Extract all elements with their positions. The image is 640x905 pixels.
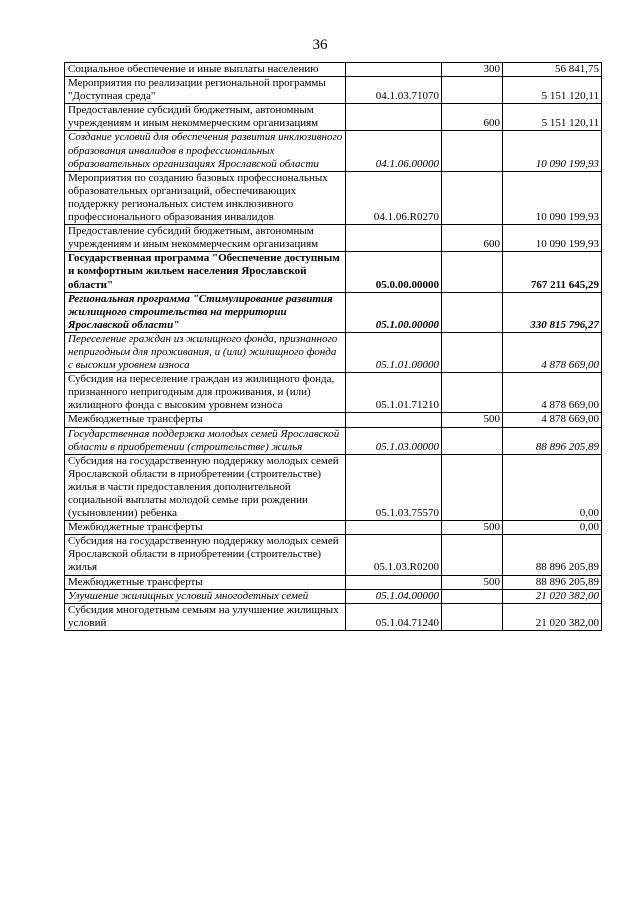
table-row	[65, 535, 602, 575]
cell-code: 05.1.00.00000	[346, 292, 442, 332]
cell-code: 05.1.01.00000	[346, 332, 442, 372]
table-row	[65, 63, 602, 77]
cell-expense-type	[442, 589, 503, 603]
cell-name: Субсидия многодетным семьям на улучшение жилищных условий	[65, 603, 346, 630]
cell-amount: 0,00	[503, 454, 602, 520]
cell-code: 05.1.01.71210	[346, 373, 442, 413]
cell-name: Мероприятия по реализации региональной программы "Доступная среда"	[65, 77, 346, 104]
cell-amount: 88 896 205,89	[503, 427, 602, 454]
cell-expense-type: 500	[442, 575, 503, 589]
cell-amount: 5 151 120,11	[503, 77, 602, 104]
table-row	[65, 413, 602, 427]
table-row	[65, 603, 602, 630]
cell-code: 05.1.03.R0200	[346, 535, 442, 575]
table-row	[65, 332, 602, 372]
cell-amount: 4 878 669,00	[503, 373, 602, 413]
table-row	[65, 104, 602, 131]
table-row	[65, 292, 602, 332]
cell-expense-type	[442, 454, 503, 520]
cell-code: 04.1.03.71070	[346, 77, 442, 104]
cell-code: 05.1.03.75570	[346, 454, 442, 520]
table-row	[65, 171, 602, 224]
cell-amount: 4 878 669,00	[503, 332, 602, 372]
cell-amount: 10 090 199,93	[503, 225, 602, 252]
cell-amount: 330 815 796,27	[503, 292, 602, 332]
cell-code	[346, 225, 442, 252]
table-row	[65, 131, 602, 171]
cell-code: 05.1.04.00000	[346, 589, 442, 603]
table-row	[65, 589, 602, 603]
cell-name: Межбюджетные трансферты	[65, 575, 346, 589]
table-row	[65, 575, 602, 589]
page-number: 36	[312, 37, 328, 53]
cell-expense-type	[442, 427, 503, 454]
table-row	[65, 252, 602, 292]
cell-code	[346, 104, 442, 131]
cell-name: Переселение граждан из жилищного фонда, признанного непригодным для проживания, и (или) жилищного фонда с высоким уровнем износа	[65, 332, 346, 372]
cell-code	[346, 413, 442, 427]
cell-amount: 21 020 382,00	[503, 589, 602, 603]
table-row	[65, 373, 602, 413]
cell-expense-type	[442, 373, 503, 413]
table-row	[65, 427, 602, 454]
cell-amount: 88 896 205,89	[503, 575, 602, 589]
cell-expense-type	[442, 252, 503, 292]
cell-expense-type: 300	[442, 63, 503, 77]
cell-code	[346, 575, 442, 589]
cell-amount: 56 841,75	[503, 63, 602, 77]
cell-amount: 21 020 382,00	[503, 603, 602, 630]
budget-table-body	[65, 63, 602, 631]
cell-expense-type	[442, 171, 503, 224]
cell-code: 05.1.03.00000	[346, 427, 442, 454]
cell-expense-type	[442, 535, 503, 575]
cell-amount: 10 090 199,93	[503, 131, 602, 171]
cell-expense-type	[442, 77, 503, 104]
cell-expense-type	[442, 131, 503, 171]
cell-expense-type	[442, 332, 503, 372]
cell-name: Социальное обеспечение и иные выплаты населению	[65, 63, 346, 77]
cell-name: Создание условий для обеспечения развития инклюзивного образования инвалидов в профессиональных образовательных организациях Ярославской области	[65, 131, 346, 171]
cell-name: Региональная программа "Стимулирование развития жилищного строительства на территории Ярославской области"	[65, 292, 346, 332]
cell-code: 05.1.04.71240	[346, 603, 442, 630]
cell-code: 04.1.06.R0270	[346, 171, 442, 224]
cell-name: Улучшение жилищных условий многодетных семей	[65, 589, 346, 603]
cell-name: Субсидия на государственную поддержку молодых семей Ярославской области в приобретении (строительстве) жилья в части предоставления дополнительной социальной выплаты молодой семье при рождении (усыновлении) ребенка	[65, 454, 346, 520]
budget-table	[64, 62, 602, 631]
cell-name: Государственная поддержка молодых семей Ярославской области в приобретении (строительстве) жилья	[65, 427, 346, 454]
cell-code	[346, 63, 442, 77]
cell-name: Межбюджетные трансферты	[65, 413, 346, 427]
cell-expense-type	[442, 292, 503, 332]
cell-name: Государственная программа "Обеспечение доступным и комфортным жильем населения Ярославской области"	[65, 252, 346, 292]
cell-code	[346, 521, 442, 535]
cell-expense-type	[442, 603, 503, 630]
table-row	[65, 454, 602, 520]
cell-name: Межбюджетные трансферты	[65, 521, 346, 535]
cell-expense-type: 500	[442, 413, 503, 427]
cell-expense-type: 500	[442, 521, 503, 535]
table-row	[65, 521, 602, 535]
cell-name: Предоставление субсидий бюджетным, автономным учреждениям и иным некоммерческим организациям	[65, 104, 346, 131]
cell-code: 04.1.06.00000	[346, 131, 442, 171]
cell-amount: 88 896 205,89	[503, 535, 602, 575]
cell-name: Субсидия на переселение граждан из жилищного фонда, признанного непригодным для проживания, и (или) жилищного фонда с высоким уровнем износа	[65, 373, 346, 413]
cell-name: Субсидия на государственную поддержку молодых семей Ярославской области в приобретении (строительстве) жилья	[65, 535, 346, 575]
table-row	[65, 77, 602, 104]
cell-amount: 10 090 199,93	[503, 171, 602, 224]
cell-amount: 5 151 120,11	[503, 104, 602, 131]
cell-name: Предоставление субсидий бюджетным, автономным учреждениям и иным некоммерческим организациям	[65, 225, 346, 252]
cell-code: 05.0.00.00000	[346, 252, 442, 292]
cell-expense-type: 600	[442, 104, 503, 131]
table-row	[65, 225, 602, 252]
cell-name: Мероприятия по созданию базовых профессиональных образовательных организаций, обеспечивающих поддержку региональных систем инклюзивного профессионального образования инвалидов	[65, 171, 346, 224]
cell-amount: 0,00	[503, 521, 602, 535]
cell-expense-type: 600	[442, 225, 503, 252]
cell-amount: 4 878 669,00	[503, 413, 602, 427]
cell-amount: 767 211 645,29	[503, 252, 602, 292]
